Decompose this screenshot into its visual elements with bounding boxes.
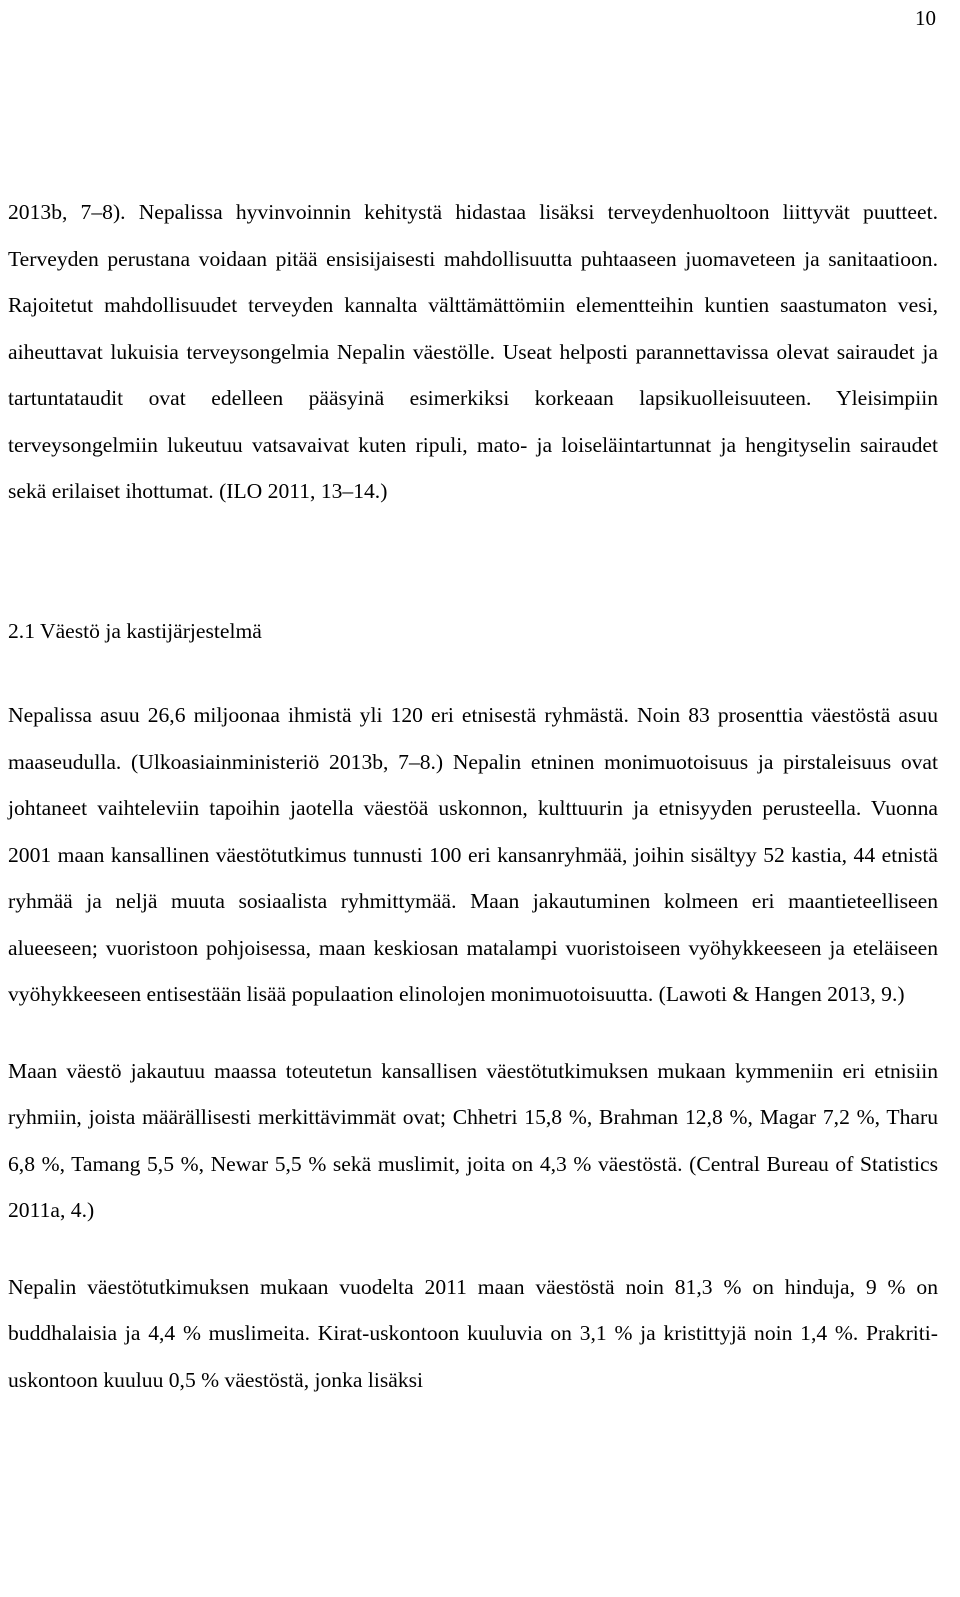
spacer: [8, 1018, 938, 1048]
paragraph-health: 2013b, 7–8). Nepalissa hyvinvoinnin kehitystä hidastaa lisäksi terveydenhuoltoon liittyvät puutteet. Terveyden perustana voidaan pitää ensisijaisesti mahdollisuutta puhtaaseen juomaveteen ja sanitaatioon. Rajoitetut mahdollisuudet terveyden kannalta välttämättömiin elementteihin kuntien saastumaton vesi, aiheuttavat lukuisia terveysongelmia Nepalin väestölle. Useat helposti parannettavissa olevat sairaudet ja tartuntataudit ovat edelleen pääsyinä esimerkiksi korkeaan lapsikuolleisuuteen. Yleisimpiin terveysongelmiin lukeutuu vatsavaivat kuten ripuli, mato- ja loiseläintartunnat ja hengityselin sairaudet sekä erilaiset ihottumat. (ILO 2011, 13–14.): [8, 200, 938, 503]
page-number: 10: [915, 6, 936, 30]
paragraph-religion: Nepalin väestötutkimuksen mukaan vuodelta 2011 maan väestöstä noin 81,3 % on hinduja, 9 % on buddhalaisia ja 4,4 % muslimeita. Kirat-uskontoon kuuluvia on 3,1 % ja kristittyjä noin 1,4 %. Prakriti-uskontoon kuuluu 0,5 % väestöstä, jonka lisäksi: [8, 1274, 938, 1392]
section-heading: 2.1 Väestö ja kastijärjestelmä: [8, 618, 262, 643]
paragraph-ethnic-groups: Maan väestö jakautuu maassa toteutetun kansallisen väestötutkimuksen mukaan kymmeniin eri etnisiin ryhmiin, joista määrällisesti merkittävimmät ovat; Chhetri 15,8 %, Brahman 12,8 %, Magar 7,2 %, Tharu 6,8 %, Tamang 5,5 %, Newar 5,5 % sekä muslimit, joita on 4,3 % väestöstä. (Central Bureau of Statistics 2011a, 4.): [8, 1058, 938, 1222]
spacer: [8, 1234, 938, 1264]
document-body: [8, 189, 938, 1403]
spacer: [8, 654, 938, 692]
paragraph-population: Nepalissa asuu 26,6 miljoonaa ihmistä yli 120 eri etnisestä ryhmästä. Noin 83 prosenttia väestöstä asuu maaseudulla. (Ulkoasiainministeriö 2013b, 7–8.) Nepalin etninen monimuotoisuus ja pirstaleisuus ovat johtaneet vaihteleviin tapoihin jaotella väestöä uskonnon, kulttuurin ja etnisyyden perusteella. Vuonna 2001 maan kansallinen väestötutkimus tunnusti 100 eri kansanryhmää, joihin sisältyy 52 kastia, 44 etnistä ryhmää ja neljä muuta sosiaalista ryhmittymää. Maan jakautuminen kolmeen eri maantieteelliseen alueeseen; vuoristoon pohjoisessa, maan keskiosan matalampi vuoristoiseen vyöhykkeeseen ja eteläiseen vyöhykkeeseen entisestään lisää populaation elinolojen monimuotoisuutta. (Lawoti & Hangen 2013, 9.): [8, 703, 938, 1006]
spacer: [8, 515, 938, 608]
